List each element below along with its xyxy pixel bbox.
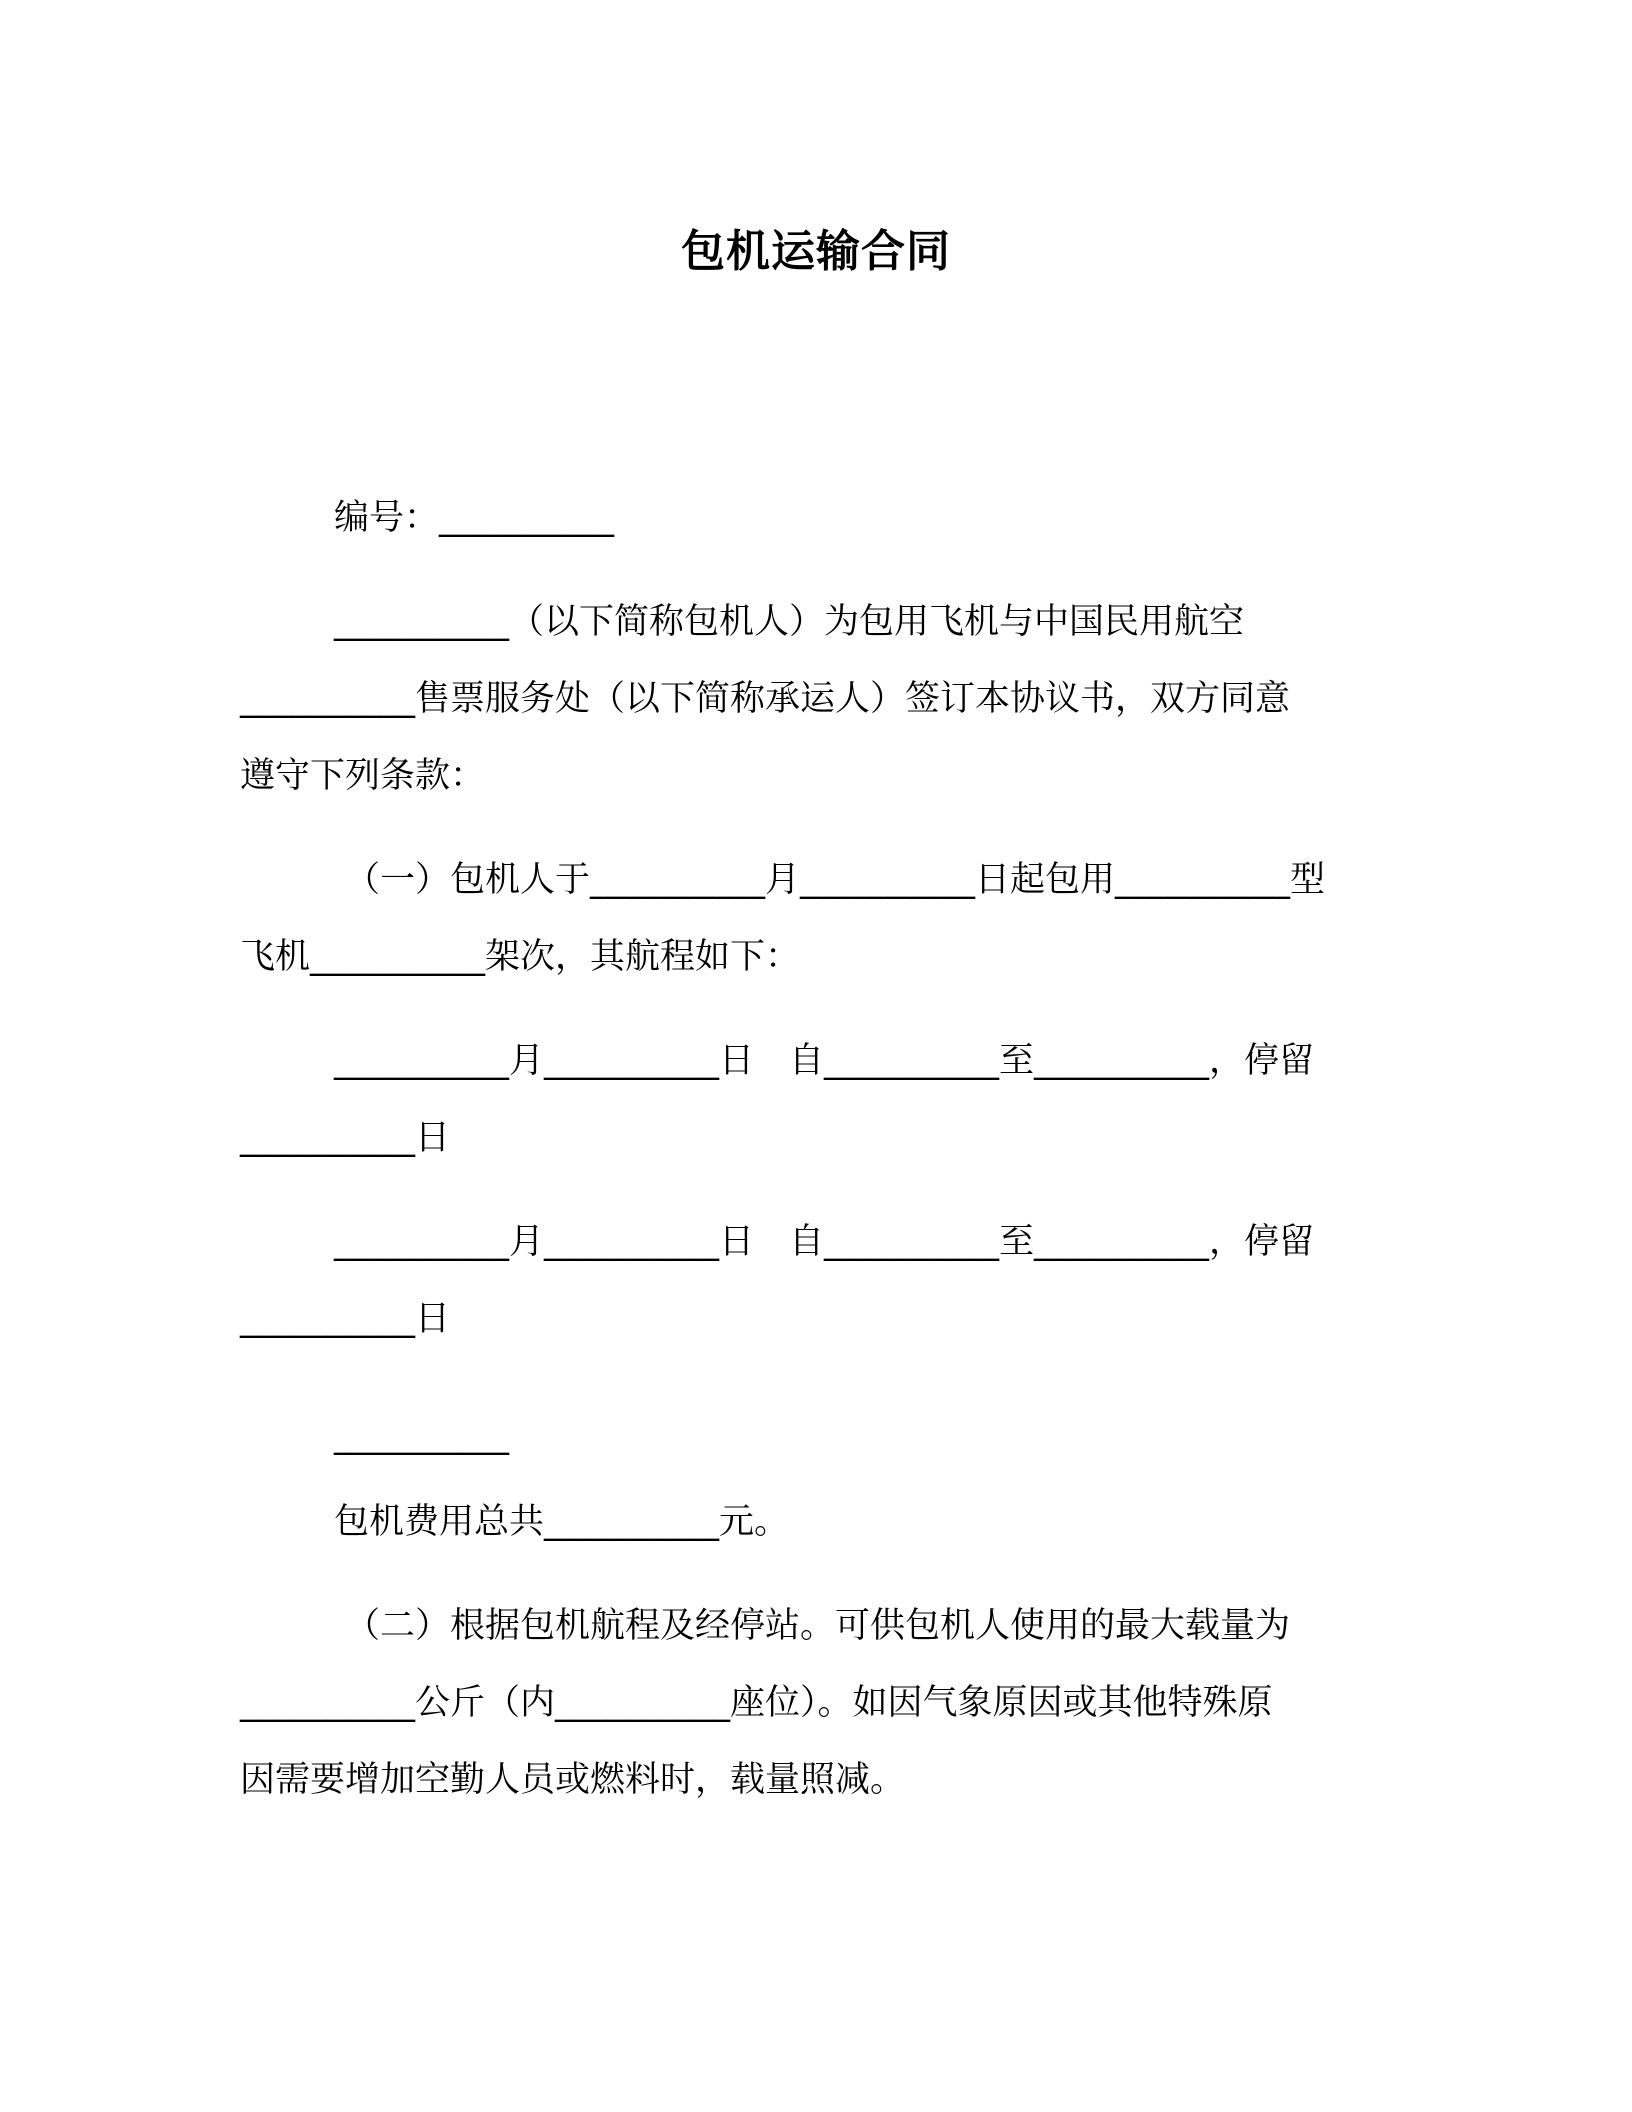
blank-line: __________ [334,1416,509,1456]
route-line: __________日 [240,1118,451,1158]
paragraph-line: __________售票服务处（以下简称承运人）签订本协议书，双方同意 [240,679,1291,719]
route-line: __________月__________日 自__________至__________，停留 [334,1041,1315,1081]
charter-fee-line: 包机费用总共__________元。 [334,1502,790,1542]
route-line: __________日 [240,1299,451,1339]
clause-two-line: __________公斤（内__________座位）。如因气象原因或其他特殊原 [240,1683,1273,1723]
clause-two-line: （二）根据包机航程及经停站。可供包机人使用的最大载量为 [345,1606,1291,1646]
paragraph-line: __________（以下简称包机人）为包用飞机与中国民用航空 [334,602,1245,642]
paragraph-line: 遵守下列条款： [240,756,486,796]
route-line: __________月__________日 自__________至__________，停留 [334,1222,1315,1262]
document-title: 包机运输合同 [681,226,951,277]
clause-one-line: （一）包机人于__________月__________日起包用__________型 [345,860,1326,900]
clause-two-line: 因需要增加空勤人员或燃料时，载量照减。 [240,1760,906,1800]
clause-one-line: 飞机__________架次，其航程如下： [240,937,801,977]
contract-number-line: 编号：__________ [334,498,615,538]
